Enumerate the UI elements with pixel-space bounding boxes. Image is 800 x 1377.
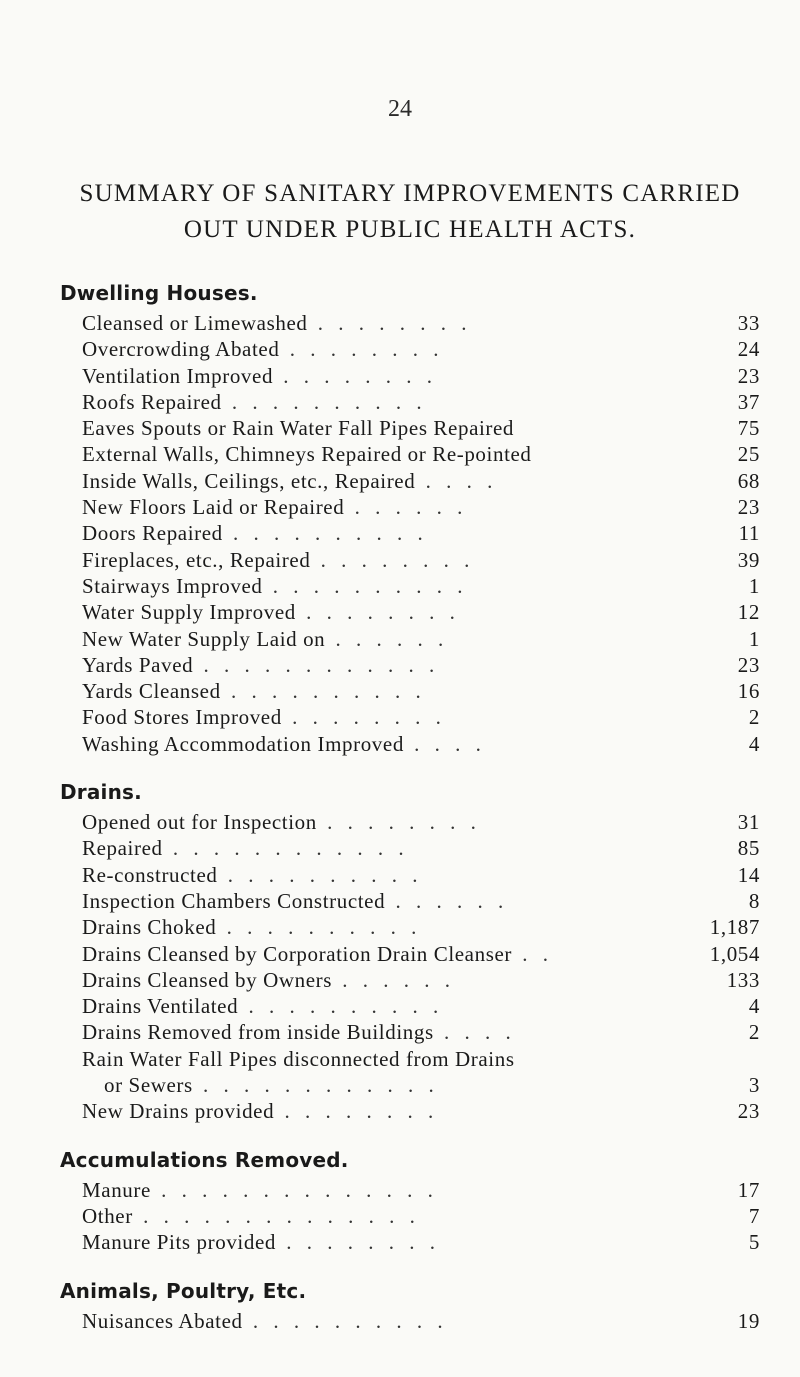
row-value: 23 bbox=[737, 652, 760, 677]
leader-dots: . . . . . . . . . . bbox=[242, 1308, 448, 1333]
table-row bbox=[82, 678, 760, 704]
table-row bbox=[82, 494, 760, 520]
row-label-text: Inspection Chambers Constructed bbox=[82, 888, 386, 913]
row-label-text: Re-constructed bbox=[82, 862, 218, 887]
row-value: 8 bbox=[748, 888, 760, 913]
row-label bbox=[82, 468, 690, 494]
leader-dots: . . . . . . . . bbox=[310, 547, 475, 572]
table-row bbox=[82, 468, 760, 494]
row-label bbox=[82, 862, 690, 888]
leader-dots: . . . . . . . . bbox=[275, 1230, 440, 1255]
row-label-text: Cleansed or Limewashed bbox=[82, 311, 308, 335]
section bbox=[60, 1145, 760, 1256]
leader-dots: . . . . . . bbox=[325, 626, 449, 651]
row-label-text: Roofs Repaired bbox=[82, 389, 222, 414]
section-heading: Accumulations Removed. bbox=[60, 1147, 349, 1172]
leader-dots: . . . . . . . . . . . . . . bbox=[132, 1203, 420, 1228]
table-row bbox=[82, 1177, 760, 1203]
leader-dots: . . bbox=[511, 941, 553, 966]
leader-dots: . . . . . . . . . . . . . . bbox=[150, 1177, 438, 1202]
page-number: 24 bbox=[388, 96, 412, 122]
row-label bbox=[82, 1046, 690, 1099]
row-label bbox=[82, 967, 690, 993]
row-label bbox=[82, 1203, 690, 1229]
section bbox=[60, 777, 760, 1125]
row-label-text: Food Stores Improved bbox=[82, 705, 282, 730]
leader-dots: . . . . . . bbox=[332, 967, 456, 992]
row-label bbox=[82, 441, 690, 467]
row-label bbox=[82, 835, 690, 861]
leader-dots: . . . . . . . . . . . . bbox=[162, 836, 409, 861]
row-label-text: Manure bbox=[82, 1177, 151, 1202]
row-label-text: Opened out for Inspection bbox=[82, 810, 317, 835]
row-label-continued-text: or Sewers bbox=[104, 1073, 193, 1098]
row-value: 24 bbox=[737, 337, 760, 362]
row-value: 133 bbox=[726, 967, 760, 992]
row-label bbox=[82, 1098, 690, 1124]
row-label bbox=[82, 1019, 690, 1045]
row-label bbox=[82, 599, 690, 625]
section-heading: Drains. bbox=[60, 780, 142, 805]
row-label bbox=[82, 520, 690, 546]
section-rows bbox=[60, 1177, 760, 1256]
leader-dots: . . . . . . . . bbox=[307, 311, 472, 335]
table-row bbox=[82, 1098, 760, 1124]
row-label-text: New Water Supply Laid on bbox=[82, 626, 326, 651]
summary-content bbox=[60, 278, 760, 1354]
row-label-text: Overcrowding Abated bbox=[82, 337, 280, 362]
leader-dots: . . . . . . . . . . . . bbox=[192, 1073, 439, 1098]
row-label bbox=[82, 731, 690, 757]
table-row bbox=[82, 626, 760, 652]
leader-dots: . . . . . . bbox=[385, 888, 509, 913]
section bbox=[60, 278, 760, 757]
section-heading: Animals, Poultry, Etc. bbox=[60, 1278, 307, 1303]
table-row bbox=[82, 1046, 760, 1099]
leader-dots: . . . . bbox=[415, 468, 498, 493]
title-line-2: OUT UNDER PUBLIC HEALTH ACTS. bbox=[183, 216, 637, 243]
table-row bbox=[82, 520, 760, 546]
row-value: 4 bbox=[748, 994, 760, 1019]
row-value: 31 bbox=[737, 810, 760, 835]
row-label-text: Fireplaces, etc., Repaired bbox=[82, 547, 311, 572]
row-value: 5 bbox=[748, 1230, 760, 1255]
row-label bbox=[82, 573, 690, 599]
row-value: 1,187 bbox=[709, 915, 760, 940]
row-label-text: Repaired bbox=[82, 836, 163, 861]
section bbox=[60, 1276, 760, 1334]
leader-dots: . . . . . . . . bbox=[316, 810, 481, 835]
table-row bbox=[82, 862, 760, 888]
row-value: 85 bbox=[737, 836, 760, 861]
row-label bbox=[82, 941, 690, 967]
row-label-text: Drains Cleansed by Corporation Drain Cleanser bbox=[82, 941, 512, 966]
row-value: 14 bbox=[737, 862, 760, 887]
row-label bbox=[82, 1177, 690, 1203]
row-value: 12 bbox=[737, 600, 760, 625]
table-row bbox=[82, 599, 760, 625]
table-row bbox=[82, 415, 760, 441]
row-value: 23 bbox=[737, 363, 760, 388]
table-row bbox=[82, 914, 760, 940]
section-rows bbox=[60, 310, 760, 757]
table-row bbox=[82, 389, 760, 415]
row-label bbox=[82, 652, 690, 678]
table-row bbox=[82, 1203, 760, 1229]
table-row bbox=[82, 1229, 760, 1255]
row-label-text: New Drains provided bbox=[82, 1099, 275, 1124]
row-value: 23 bbox=[737, 1099, 760, 1124]
leader-dots: . . . . . . . . bbox=[274, 1099, 439, 1124]
row-value: 1 bbox=[748, 626, 760, 651]
row-label bbox=[82, 363, 690, 389]
row-value: 3 bbox=[748, 1073, 760, 1098]
leader-dots: . . . . . . . . . . bbox=[220, 679, 426, 704]
section-rows bbox=[60, 1308, 760, 1334]
row-value: 2 bbox=[748, 705, 760, 730]
row-value: 4 bbox=[748, 731, 760, 756]
row-value: 2 bbox=[748, 1020, 760, 1045]
table-row bbox=[82, 941, 760, 967]
table-row bbox=[82, 441, 760, 467]
row-label-text: Eaves Spouts or Rain Water Fall Pipes Repaired bbox=[82, 416, 515, 441]
section-rows bbox=[60, 809, 760, 1125]
row-label bbox=[82, 494, 690, 520]
row-label bbox=[82, 310, 690, 336]
leader-dots: . . . . . . . . . . bbox=[216, 915, 422, 940]
leader-dots: . . . . bbox=[433, 1020, 516, 1045]
row-label bbox=[82, 704, 690, 730]
row-label bbox=[82, 914, 690, 940]
row-value: 37 bbox=[737, 389, 760, 414]
table-row bbox=[82, 731, 760, 757]
table-row bbox=[82, 1019, 760, 1045]
row-label bbox=[82, 547, 690, 573]
row-label bbox=[82, 389, 690, 415]
row-label bbox=[82, 626, 690, 652]
table-row bbox=[82, 573, 760, 599]
row-label-text: Ventilation Improved bbox=[82, 363, 274, 388]
table-row bbox=[82, 888, 760, 914]
row-value: 11 bbox=[738, 521, 760, 546]
leader-dots: . . . . . . . . bbox=[273, 363, 438, 388]
row-label bbox=[82, 993, 690, 1019]
row-label bbox=[82, 1308, 690, 1334]
row-label bbox=[82, 678, 690, 704]
table-row bbox=[82, 363, 760, 389]
row-label bbox=[82, 809, 690, 835]
row-label-text: Drains Cleansed by Owners bbox=[82, 967, 333, 992]
leader-dots: . . . . . . bbox=[344, 495, 468, 520]
row-label-text: Manure Pits provided bbox=[82, 1230, 276, 1255]
row-value: 68 bbox=[737, 468, 760, 493]
leader-dots: . . . . bbox=[403, 731, 486, 756]
row-value: 17 bbox=[737, 1177, 760, 1202]
row-value: 39 bbox=[737, 547, 760, 572]
row-label-text: Stairways Improved bbox=[82, 573, 263, 598]
leader-dots: . . . . . . . . bbox=[279, 337, 444, 362]
table-row bbox=[82, 336, 760, 362]
table-row bbox=[82, 835, 760, 861]
row-label-text: Doors Repaired bbox=[82, 521, 223, 546]
row-value: 1,054 bbox=[709, 941, 760, 966]
title-line-1: SUMMARY OF SANITARY IMPROVEMENTS CARRIED bbox=[79, 180, 741, 207]
row-label-text: Yards Paved bbox=[82, 652, 194, 677]
table-row bbox=[82, 547, 760, 573]
leader-dots: . . . . . . . . . . . . bbox=[193, 652, 440, 677]
row-label bbox=[82, 415, 690, 441]
table-row bbox=[82, 310, 760, 336]
row-value: 1 bbox=[748, 573, 760, 598]
row-label-continued bbox=[82, 1072, 690, 1098]
table-row bbox=[82, 652, 760, 678]
row-label bbox=[82, 336, 690, 362]
row-label bbox=[82, 1229, 690, 1255]
row-label-text: Rain Water Fall Pipes disconnected from Drains bbox=[82, 1046, 515, 1071]
table-row bbox=[82, 704, 760, 730]
row-label-text: Water Supply Improved bbox=[82, 600, 296, 625]
document-title bbox=[30, 176, 790, 248]
row-label-text: Drains Removed from inside Buildings bbox=[82, 1020, 434, 1045]
table-row bbox=[82, 1308, 760, 1334]
row-label-text: Yards Cleansed bbox=[82, 679, 221, 704]
leader-dots: . . . . . . . . . . bbox=[221, 389, 427, 414]
row-label-text: New Floors Laid or Repaired bbox=[82, 495, 345, 520]
row-value: 75 bbox=[737, 416, 760, 441]
table-row bbox=[82, 967, 760, 993]
row-label-text: Other bbox=[82, 1203, 133, 1228]
table-row bbox=[82, 809, 760, 835]
row-value: 16 bbox=[737, 679, 760, 704]
row-value: 33 bbox=[737, 311, 760, 335]
row-value: 23 bbox=[737, 495, 760, 520]
leader-dots: . . . . . . . . . . bbox=[238, 994, 444, 1019]
row-label-text: Washing Accommodation Improved bbox=[82, 731, 404, 756]
leader-dots: . . . . . . . . . . bbox=[222, 521, 428, 546]
row-label-text: Nuisances Abated bbox=[82, 1308, 243, 1333]
row-label-text: Drains Ventilated bbox=[82, 994, 239, 1019]
leader-dots: . . . . . . . . bbox=[295, 600, 460, 625]
row-label-text: Inside Walls, Ceilings, etc., Repaired bbox=[82, 468, 416, 493]
row-label bbox=[82, 888, 690, 914]
table-row bbox=[82, 993, 760, 1019]
row-value: 7 bbox=[748, 1203, 760, 1228]
section-heading: Dwelling Houses. bbox=[60, 281, 258, 305]
row-value: 19 bbox=[737, 1308, 760, 1333]
leader-dots: . . . . . . . . . . bbox=[217, 862, 423, 887]
leader-dots: . . . . . . . . bbox=[281, 705, 446, 730]
row-label-text: External Walls, Chimneys Repaired or Re-pointed bbox=[82, 442, 532, 467]
leader-dots: . . . . . . . . . . bbox=[262, 573, 468, 598]
row-label-text: Drains Choked bbox=[82, 915, 217, 940]
row-value: 25 bbox=[737, 442, 760, 467]
